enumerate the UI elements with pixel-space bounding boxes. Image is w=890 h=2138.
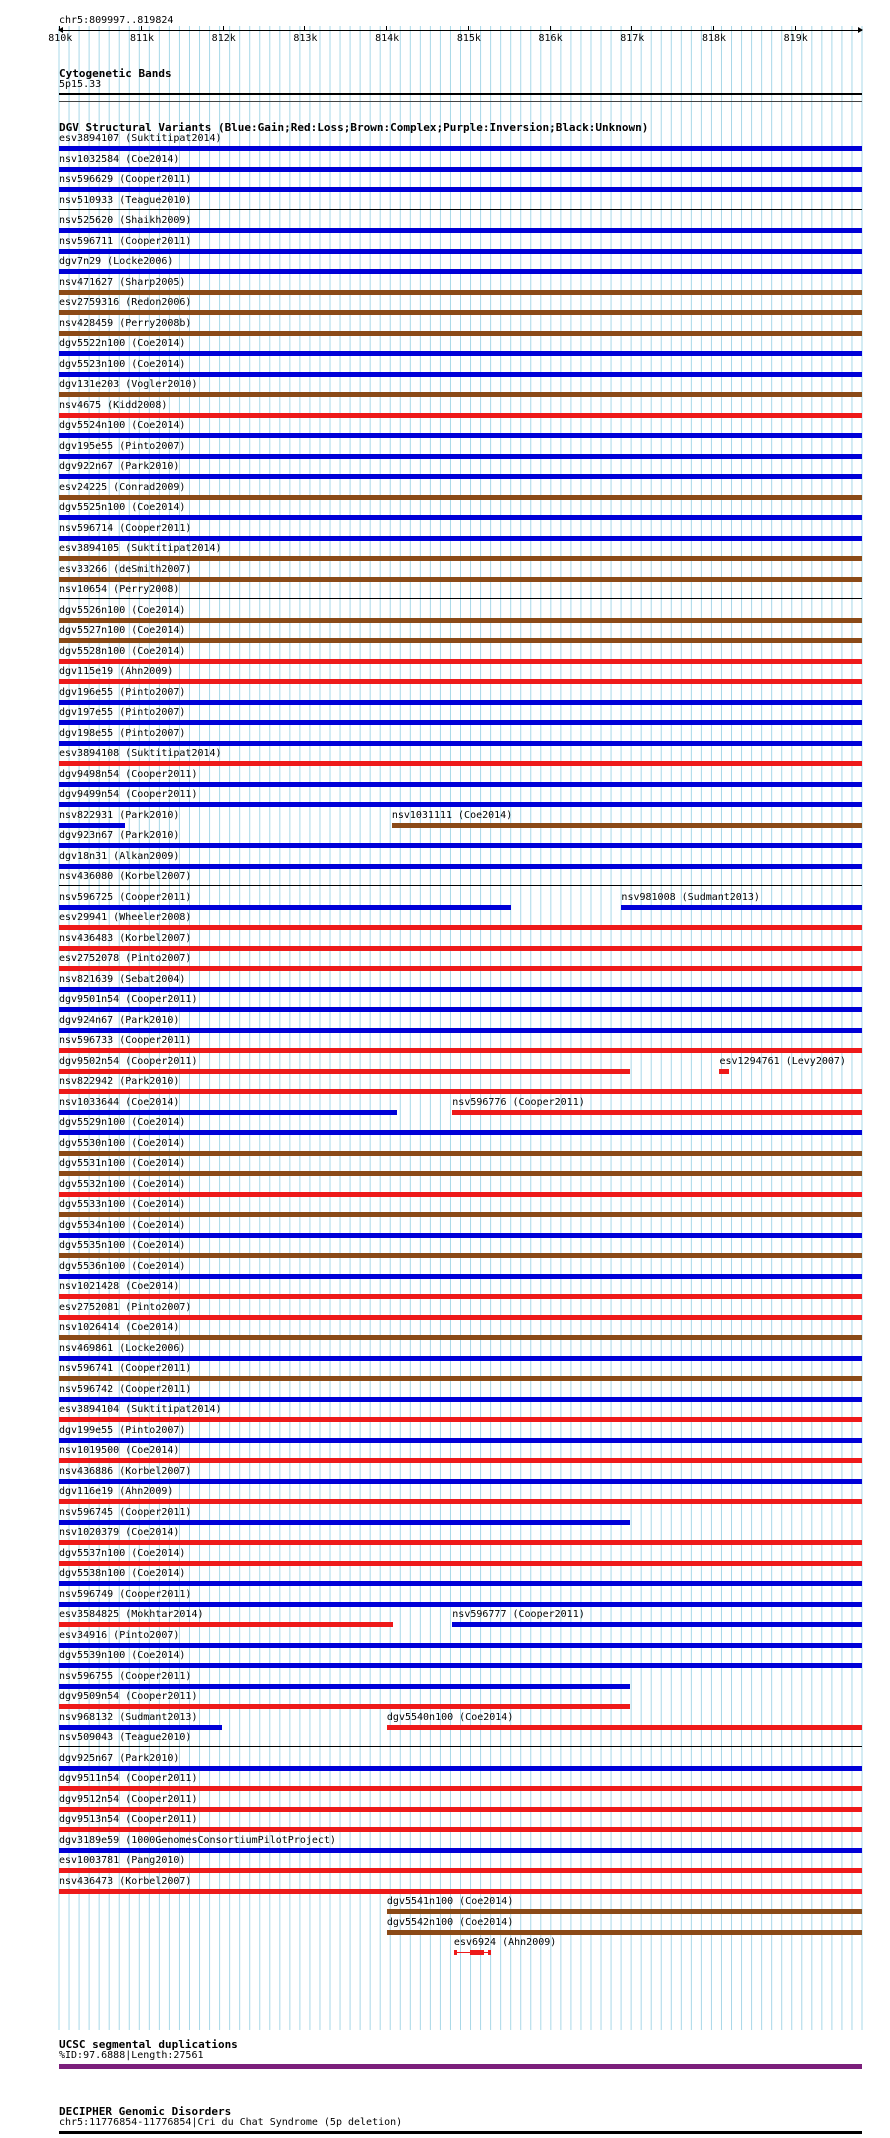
variant-label[interactable]: dgv5529n100 (Coe2014) [59,1117,186,1128]
variant-bar[interactable] [59,618,862,623]
variant-label[interactable]: dgv923n67 (Park2010) [59,830,180,841]
variant-label[interactable]: nsv436473 (Korbel2007) [59,1875,192,1887]
variant-bar[interactable] [59,474,862,479]
variant-label[interactable]: nsv4675 (Kidd2008) [59,399,168,411]
variant-label[interactable]: nsv469861 (Locke2006) [59,1342,186,1354]
variant-label[interactable]: esv1294761 (Levy2007) [719,1055,846,1067]
variant-label[interactable]: dgv9512n54 (Cooper2011) [59,1793,198,1805]
variant-label[interactable]: esv3584825 (Mokhtar2014) [59,1609,204,1620]
variant-bar[interactable] [59,823,125,828]
variant-label[interactable]: nsv436483 (Korbel2007) [59,932,192,944]
variant-label[interactable]: dgv5531n100 (Coe2014) [59,1158,186,1169]
variant-bar[interactable] [59,1540,862,1545]
variant-bar[interactable] [387,1909,862,1914]
segdup-track-title: UCSC segmental duplications [59,2038,238,2051]
variant-label[interactable]: dgv5540n100 (Coe2014) [386,1711,514,1723]
variant-label[interactable]: nsv509043 (Teague2010) [59,1732,192,1743]
ruler-tick [304,26,305,31]
variant-bar[interactable] [59,1007,862,1012]
variant-label[interactable]: dgv5530n100 (Coe2014) [59,1137,186,1149]
variant-bar[interactable] [59,1192,862,1197]
variant-label[interactable]: esv3894107 (Suktitipat2014) [59,133,222,144]
ruler-tick-label: 813k [293,33,318,44]
variant-bar[interactable] [387,1725,862,1730]
variant-bar[interactable] [59,228,862,233]
variant-bar[interactable] [59,413,862,418]
variant-label[interactable]: nsv1033644 (Coe2014) [59,1096,180,1108]
variant-bar[interactable] [59,351,862,356]
segdup-feature-bar[interactable] [59,2064,862,2069]
variant-bar[interactable] [59,1274,862,1279]
variant-bar[interactable] [59,1028,862,1033]
variant-bar[interactable] [59,515,862,520]
variant-label[interactable]: nsv596711 (Cooper2011) [59,235,192,247]
variant-label[interactable]: nsv1026414 (Coe2014) [59,1322,180,1333]
variant-bar[interactable] [59,1438,862,1443]
variant-label[interactable]: dgv9499n54 (Cooper2011) [59,789,198,800]
ruler-tick-label: 816k [538,33,563,44]
variant-label[interactable]: dgv922n67 (Park2010) [59,461,180,472]
variant-label[interactable]: dgv5538n100 (Coe2014) [59,1568,186,1579]
variant-label[interactable]: esv2759316 (Redon2006) [59,297,192,308]
variant-label[interactable]: dgv9502n54 (Cooper2011) [59,1055,198,1067]
variant-bar[interactable] [59,1212,862,1217]
variant-bar[interactable] [392,823,862,828]
variant-label[interactable]: nsv436080 (Korbel2007) [59,871,192,882]
decipher-track-title: DECIPHER Genomic Disorders [59,2105,232,2118]
variant-bar[interactable] [621,905,862,910]
variant-bar[interactable] [59,638,862,643]
variant-bar[interactable] [59,1458,862,1463]
ruler-tick [468,26,469,31]
variant-label[interactable]: nsv596745 (Cooper2011) [59,1506,192,1518]
ruler-tick [59,26,60,31]
variant-label[interactable]: nsv821639 (Sebat2004) [59,973,186,985]
variant-label[interactable]: nsv436886 (Korbel2007) [59,1465,192,1477]
variant-label[interactable]: dgv5535n100 (Coe2014) [59,1240,186,1251]
variant-label[interactable]: esv33266 (deSmith2007) [59,563,192,575]
variant-label[interactable]: dgv5539n100 (Coe2014) [59,1650,186,1661]
variant-bar[interactable] [59,310,862,315]
variant-label[interactable]: dgv5528n100 (Coe2014) [59,645,186,657]
variant-bar[interactable] [59,1356,862,1361]
dgv-track-title: DGV Structural Variants (Blue:Gain;Red:Loss;Brown:Complex;Purple:Inversion;Black:Unknown) [59,121,649,134]
cyto-track-title: Cytogenetic Bands [59,67,172,80]
variant-bar[interactable] [59,249,862,254]
segdup-feature-label[interactable]: %ID:97.6888|Length:27561 [59,2050,204,2061]
ruler-tick [713,26,714,31]
variant-bar[interactable] [59,146,862,151]
variant-bar[interactable] [59,659,862,664]
variant-label[interactable]: dgv5524n100 (Coe2014) [59,420,186,431]
cyto-band-bar[interactable] [59,93,862,95]
variant-bar[interactable] [452,1110,862,1115]
variant-bar[interactable] [59,1417,862,1422]
variant-label[interactable]: esv6924 (Ahn2009) [453,1937,557,1948]
ruler-tick [223,26,224,31]
variant-bar[interactable] [59,925,862,930]
variant-bar[interactable] [59,700,862,705]
decipher-feature-bar[interactable] [59,2131,862,2134]
variant-label[interactable]: dgv195e55 (Pinto2007) [59,440,186,452]
variant-bar[interactable] [59,536,862,541]
variant-label[interactable]: esv2752081 (Pinto2007) [59,1301,192,1313]
ruler-tick-label: 818k [701,33,727,44]
variant-bar[interactable] [59,187,862,192]
variant-bar[interactable] [59,290,862,295]
variant-label[interactable]: dgv3189e59 (1000GenomesConsortiumPilotProject) [59,1834,336,1846]
variant-bar[interactable] [59,1807,862,1812]
variant-label[interactable]: esv3894104 (Suktitipat2014) [59,1404,222,1415]
ruler-tick [386,26,387,31]
variant-label[interactable]: esv3894108 (Suktitipat2014) [59,748,222,759]
variant-bar[interactable] [59,1499,862,1504]
variant-bar[interactable] [59,966,862,971]
variant-bar[interactable] [452,1622,862,1627]
variant-label[interactable]: dgv5527n100 (Coe2014) [59,625,186,636]
variant-label[interactable]: dgv7n29 (Locke2006) [59,256,174,267]
variant-label[interactable]: dgv925n67 (Park2010) [59,1752,180,1764]
variant-bar[interactable] [59,741,862,746]
variant-label[interactable]: esv1003781 (Pang2010) [59,1855,186,1866]
variant-label[interactable]: esv2752078 (Pinto2007) [59,953,192,964]
variant-label[interactable]: dgv199e55 (Pinto2007) [59,1424,186,1436]
variant-bar[interactable] [59,1848,862,1853]
variant-bar[interactable] [387,1930,862,1935]
ruler-tick-label: 819k [783,33,808,44]
variant-label[interactable]: nsv1021428 (Coe2014) [59,1281,180,1292]
variant-label[interactable]: nsv596733 (Cooper2011) [59,1035,192,1046]
variant-label[interactable]: nsv1019500 (Coe2014) [59,1445,180,1456]
variant-label[interactable]: nsv596777 (Cooper2011) [452,1609,585,1620]
variant-label[interactable]: nsv1031111 (Coe2014) [391,809,513,821]
variant-label[interactable]: dgv9509n54 (Cooper2011) [59,1691,198,1702]
variant-bar-segment[interactable] [470,1950,484,1955]
variant-label[interactable]: dgv5525n100 (Coe2014) [59,502,186,513]
variant-label[interactable]: dgv116e19 (Ahn2009) [59,1486,174,1497]
variant-label[interactable]: nsv471627 (Sharp2005) [59,276,186,288]
variant-bar[interactable] [59,1889,862,1894]
variant-label[interactable]: nsv596749 (Cooper2011) [59,1588,192,1600]
locus-label: chr5:809997..819824 [59,15,174,26]
variant-bar[interactable] [59,987,862,992]
ruler-tick-label: 810k [48,33,73,44]
variant-bar[interactable] [59,269,862,274]
variant-label[interactable]: dgv5526n100 (Coe2014) [59,604,186,616]
variant-label[interactable]: dgv5536n100 (Coe2014) [59,1260,186,1272]
variant-bar[interactable] [59,885,862,886]
variant-label[interactable]: nsv596741 (Cooper2011) [59,1363,192,1374]
ruler-tick [550,26,551,31]
variant-bar[interactable] [59,331,862,336]
variant-bar[interactable] [59,1684,630,1689]
variant-bar[interactable] [59,1827,862,1832]
variant-label[interactable]: dgv924n67 (Park2010) [59,1014,180,1026]
variant-bar[interactable] [59,1151,862,1156]
variant-label[interactable]: dgv9501n54 (Cooper2011) [59,994,198,1005]
variant-label[interactable]: dgv197e55 (Pinto2007) [59,707,186,718]
variant-bar[interactable] [59,167,862,172]
variant-label[interactable]: nsv596742 (Cooper2011) [59,1383,192,1395]
variant-label[interactable]: esv34916 (Pinto2007) [59,1629,180,1641]
variant-bar[interactable] [59,1335,862,1340]
variant-bar[interactable] [59,1233,862,1238]
variant-bar[interactable] [59,1294,862,1299]
variant-label[interactable]: dgv5537n100 (Coe2014) [59,1547,186,1559]
variant-bar[interactable] [59,392,862,397]
variant-bar[interactable] [59,1171,862,1176]
variant-label[interactable]: nsv10654 (Perry2008) [59,584,180,595]
ruler-tick-label: 815k [456,33,481,44]
ruler-tick [631,26,632,31]
variant-bar[interactable] [59,1110,397,1115]
variant-bar[interactable] [59,1663,862,1668]
variant-bar[interactable] [59,1089,862,1094]
decipher-feature-label[interactable]: chr5:11776854-11776854|Cri du Chat Syndrome (5p deletion) [59,2117,403,2128]
variant-label[interactable]: dgv115e19 (Ahn2009) [59,666,174,677]
variant-bar[interactable] [59,209,862,210]
ruler-tick-label: 814k [375,33,400,44]
variant-label[interactable]: dgv196e55 (Pinto2007) [59,686,186,698]
variant-bar[interactable] [59,1622,393,1627]
variant-label[interactable]: dgv198e55 (Pinto2007) [59,727,186,739]
variant-bar[interactable] [59,454,862,459]
variant-bar[interactable] [59,782,862,787]
variant-bar[interactable] [59,1581,862,1586]
cyto-band-label[interactable]: 5p15.33 [59,79,102,90]
variant-label[interactable]: esv29941 (Wheeler2008) [59,912,192,923]
variant-label[interactable]: nsv596714 (Cooper2011) [59,522,192,534]
variant-bar[interactable] [59,843,862,848]
variant-bar[interactable] [59,1376,862,1381]
variant-bar[interactable] [59,1253,862,1258]
variant-label[interactable]: dgv5534n100 (Coe2014) [59,1219,186,1231]
variant-label[interactable]: nsv596725 (Cooper2011) [59,891,192,903]
variant-bar[interactable] [59,1520,630,1525]
variant-bar[interactable] [719,1069,729,1074]
variant-bar[interactable] [59,1069,630,1074]
variant-label[interactable]: dgv5523n100 (Coe2014) [59,358,186,370]
variant-bar[interactable] [59,864,862,869]
variant-bar[interactable] [59,1786,862,1791]
ruler-axis [59,30,862,31]
scroll-right-arrow-icon[interactable] [858,27,863,33]
variant-bar[interactable] [59,761,862,766]
ruler-tick-label: 812k [211,33,236,44]
variant-bar[interactable] [59,598,862,599]
variant-label[interactable]: nsv981008 (Sudmant2013) [621,891,760,903]
ruler-tick-label: 817k [620,33,645,44]
variant-label[interactable]: nsv428459 (Perry2008b) [59,317,192,329]
variant-bar[interactable] [59,495,862,500]
variant-label[interactable]: dgv18n31 (Alkan2009) [59,850,180,862]
variant-bar[interactable] [59,1766,862,1771]
variant-bar[interactable] [59,946,862,951]
variant-label[interactable]: nsv822942 (Park2010) [59,1076,180,1087]
variant-bar[interactable] [59,433,862,438]
variant-label[interactable]: dgv5533n100 (Coe2014) [59,1199,186,1210]
variant-bar[interactable] [59,1643,862,1648]
variant-bar[interactable] [59,802,862,807]
variant-label[interactable]: esv24225 (Conrad2009) [59,481,186,493]
variant-label[interactable]: nsv596629 (Cooper2011) [59,174,192,185]
variant-bar[interactable] [59,556,862,561]
track-divider [59,101,862,102]
variant-bar[interactable] [59,905,511,910]
variant-label[interactable]: dgv5542n100 (Coe2014) [386,1916,514,1928]
variant-bar[interactable] [59,679,862,684]
variant-bar[interactable] [59,1479,862,1484]
variant-label[interactable]: nsv596776 (Cooper2011) [452,1096,585,1108]
variant-bar-segment[interactable] [454,1950,457,1955]
variant-label[interactable]: nsv525620 (Shaikh2009) [59,215,192,226]
variant-label[interactable]: nsv968132 (Sudmant2013) [59,1711,198,1723]
variant-label[interactable]: dgv131e203 (Vogler2010) [59,379,198,390]
ruler-tick-label: 811k [129,33,155,44]
variant-label[interactable]: dgv5541n100 (Coe2014) [386,1896,514,1907]
variant-bar[interactable] [59,1315,862,1320]
variant-bar[interactable] [59,1130,862,1135]
variant-label[interactable]: dgv9511n54 (Cooper2011) [59,1773,198,1784]
ruler-tick [141,26,142,31]
variant-label[interactable]: nsv1020379 (Coe2014) [59,1527,180,1538]
variant-label[interactable]: dgv5522n100 (Coe2014) [59,338,186,349]
variant-label[interactable]: dgv5532n100 (Coe2014) [59,1178,186,1190]
ruler-tick [795,26,796,31]
variant-label[interactable]: dgv9513n54 (Cooper2011) [59,1814,198,1825]
variant-bar[interactable] [59,1868,862,1873]
variant-bar[interactable] [59,1048,862,1053]
variant-label[interactable]: nsv510933 (Teague2010) [59,194,192,206]
variant-bar[interactable] [59,720,862,725]
variant-label[interactable]: nsv1032584 (Coe2014) [59,153,180,165]
variant-bar[interactable] [59,372,862,377]
variant-bar[interactable] [59,1746,862,1747]
variant-bar[interactable] [59,1725,222,1730]
variant-label[interactable]: nsv822931 (Park2010) [59,809,180,821]
variant-bar[interactable] [59,1602,862,1607]
variant-label[interactable]: esv3894105 (Suktitipat2014) [59,543,222,554]
variant-bar[interactable] [59,1704,630,1709]
variant-bar[interactable] [59,577,862,582]
variant-bar[interactable] [59,1561,862,1566]
variant-label[interactable]: nsv596755 (Cooper2011) [59,1670,192,1682]
variant-bar[interactable] [59,1397,862,1402]
variant-bar-segment[interactable] [488,1950,491,1955]
variant-label[interactable]: dgv9498n54 (Cooper2011) [59,768,198,780]
